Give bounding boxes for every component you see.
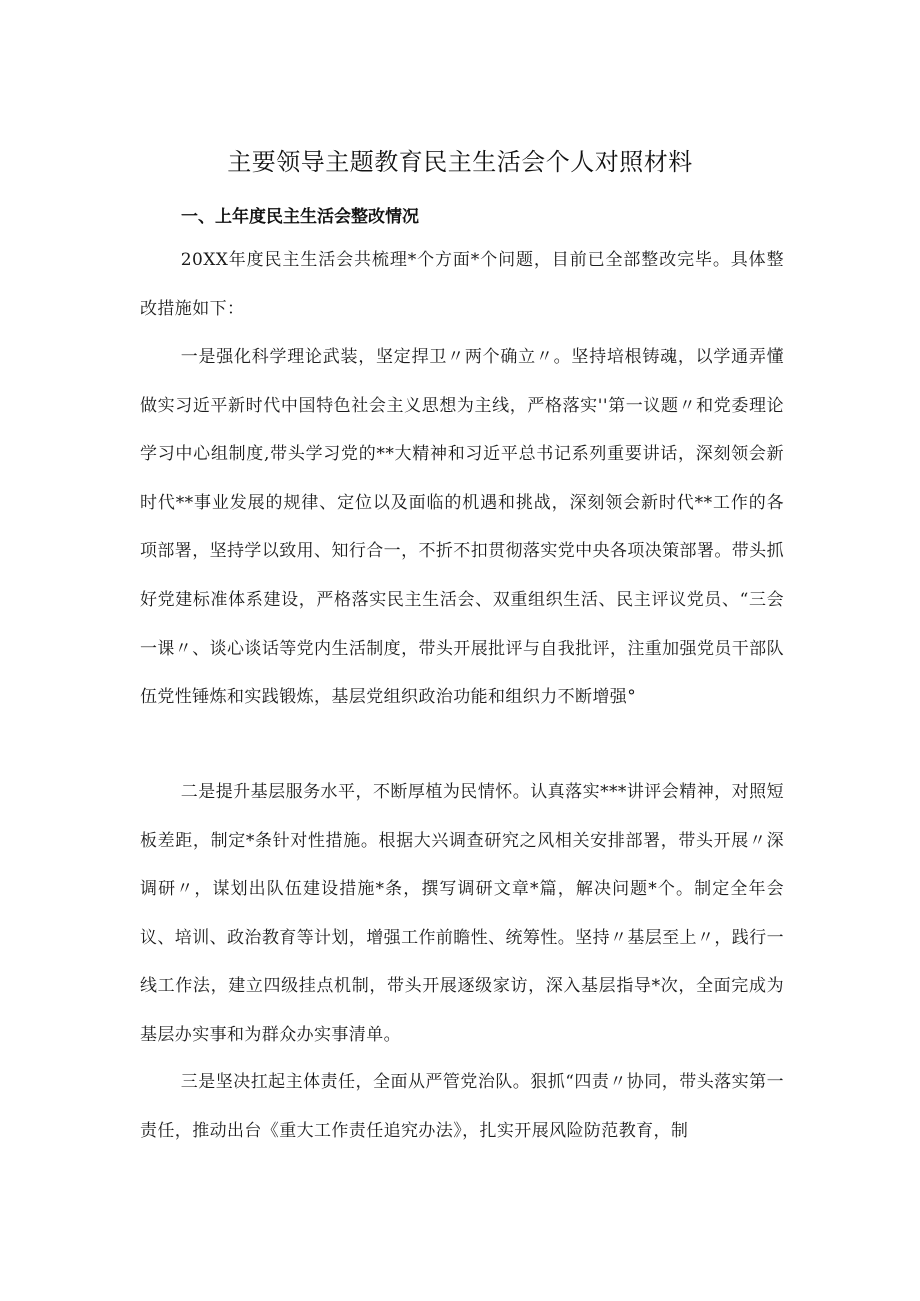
paragraph-service: 二是提升基层服务水平，不断厚植为民情怀。认真落实***讲评会精神，对照短板差距，制定*条针对性措施。根据大兴调查研究之风相关安排部署，带头开展〃深调研〃，谋划出队伍建设措施*条，撰写调研文章*篇，解决问题*个。制定全年会议、培训、政治教育等计划，增强工作前瞻性、统筹性。坚持〃基层至上〃，践行一线工作法，建立四级挂点机制，带头开展逐级家访，深入基层指导*次，全面完成为基层办实事和为群众办实事清单。 bbox=[140, 782, 784, 1045]
document-title: 主要领导主题教育民主生活会个人对照材料 bbox=[227, 148, 693, 176]
section-heading: 一、上年度民主生活会整改情况 bbox=[181, 207, 419, 227]
paragraph-theory: 一是强化科学理论武装，坚定捍卫〃两个确立〃。坚持培根铸魂，以学通弄懂做实习近平新时代中国特色社会主义思想为主线，严格落实''第一议题〃和党委理论学习中心组制度,带头学习党的**大精神和习近平总书记系列重要讲话，深刻领会新时代**事业发展的规律、定位以及面临的机遇和挑战，深刻领会新时代**工作的各项部署，坚持学以致用、知行合一，不折不扣贯彻落实党中央各项决策部署。带头抓好党建标准体系建设，严格落实民主生活会、双重组织生活、民主评议党员、“三会一课〃、谈心谈话等党内生活制度，带头开展批评与自我批评，注重加强党员干部队伍党性锤炼和实践锻炼，基层党组织政治功能和组织力不断增强° bbox=[140, 347, 784, 708]
paragraph-responsibility: 三是坚决扛起主体责任，全面从严管党治队。狠抓“四责〃协同，带头落实第一责任，推动出台《重大工作责任追究办法》，扎实开展风险防范教育，制 bbox=[140, 1072, 784, 1141]
paragraph-intro: 20XX年度民主生活会共梳理*个方面*个问题，目前已全部整改完毕。具体整改措施如下： bbox=[140, 250, 784, 319]
